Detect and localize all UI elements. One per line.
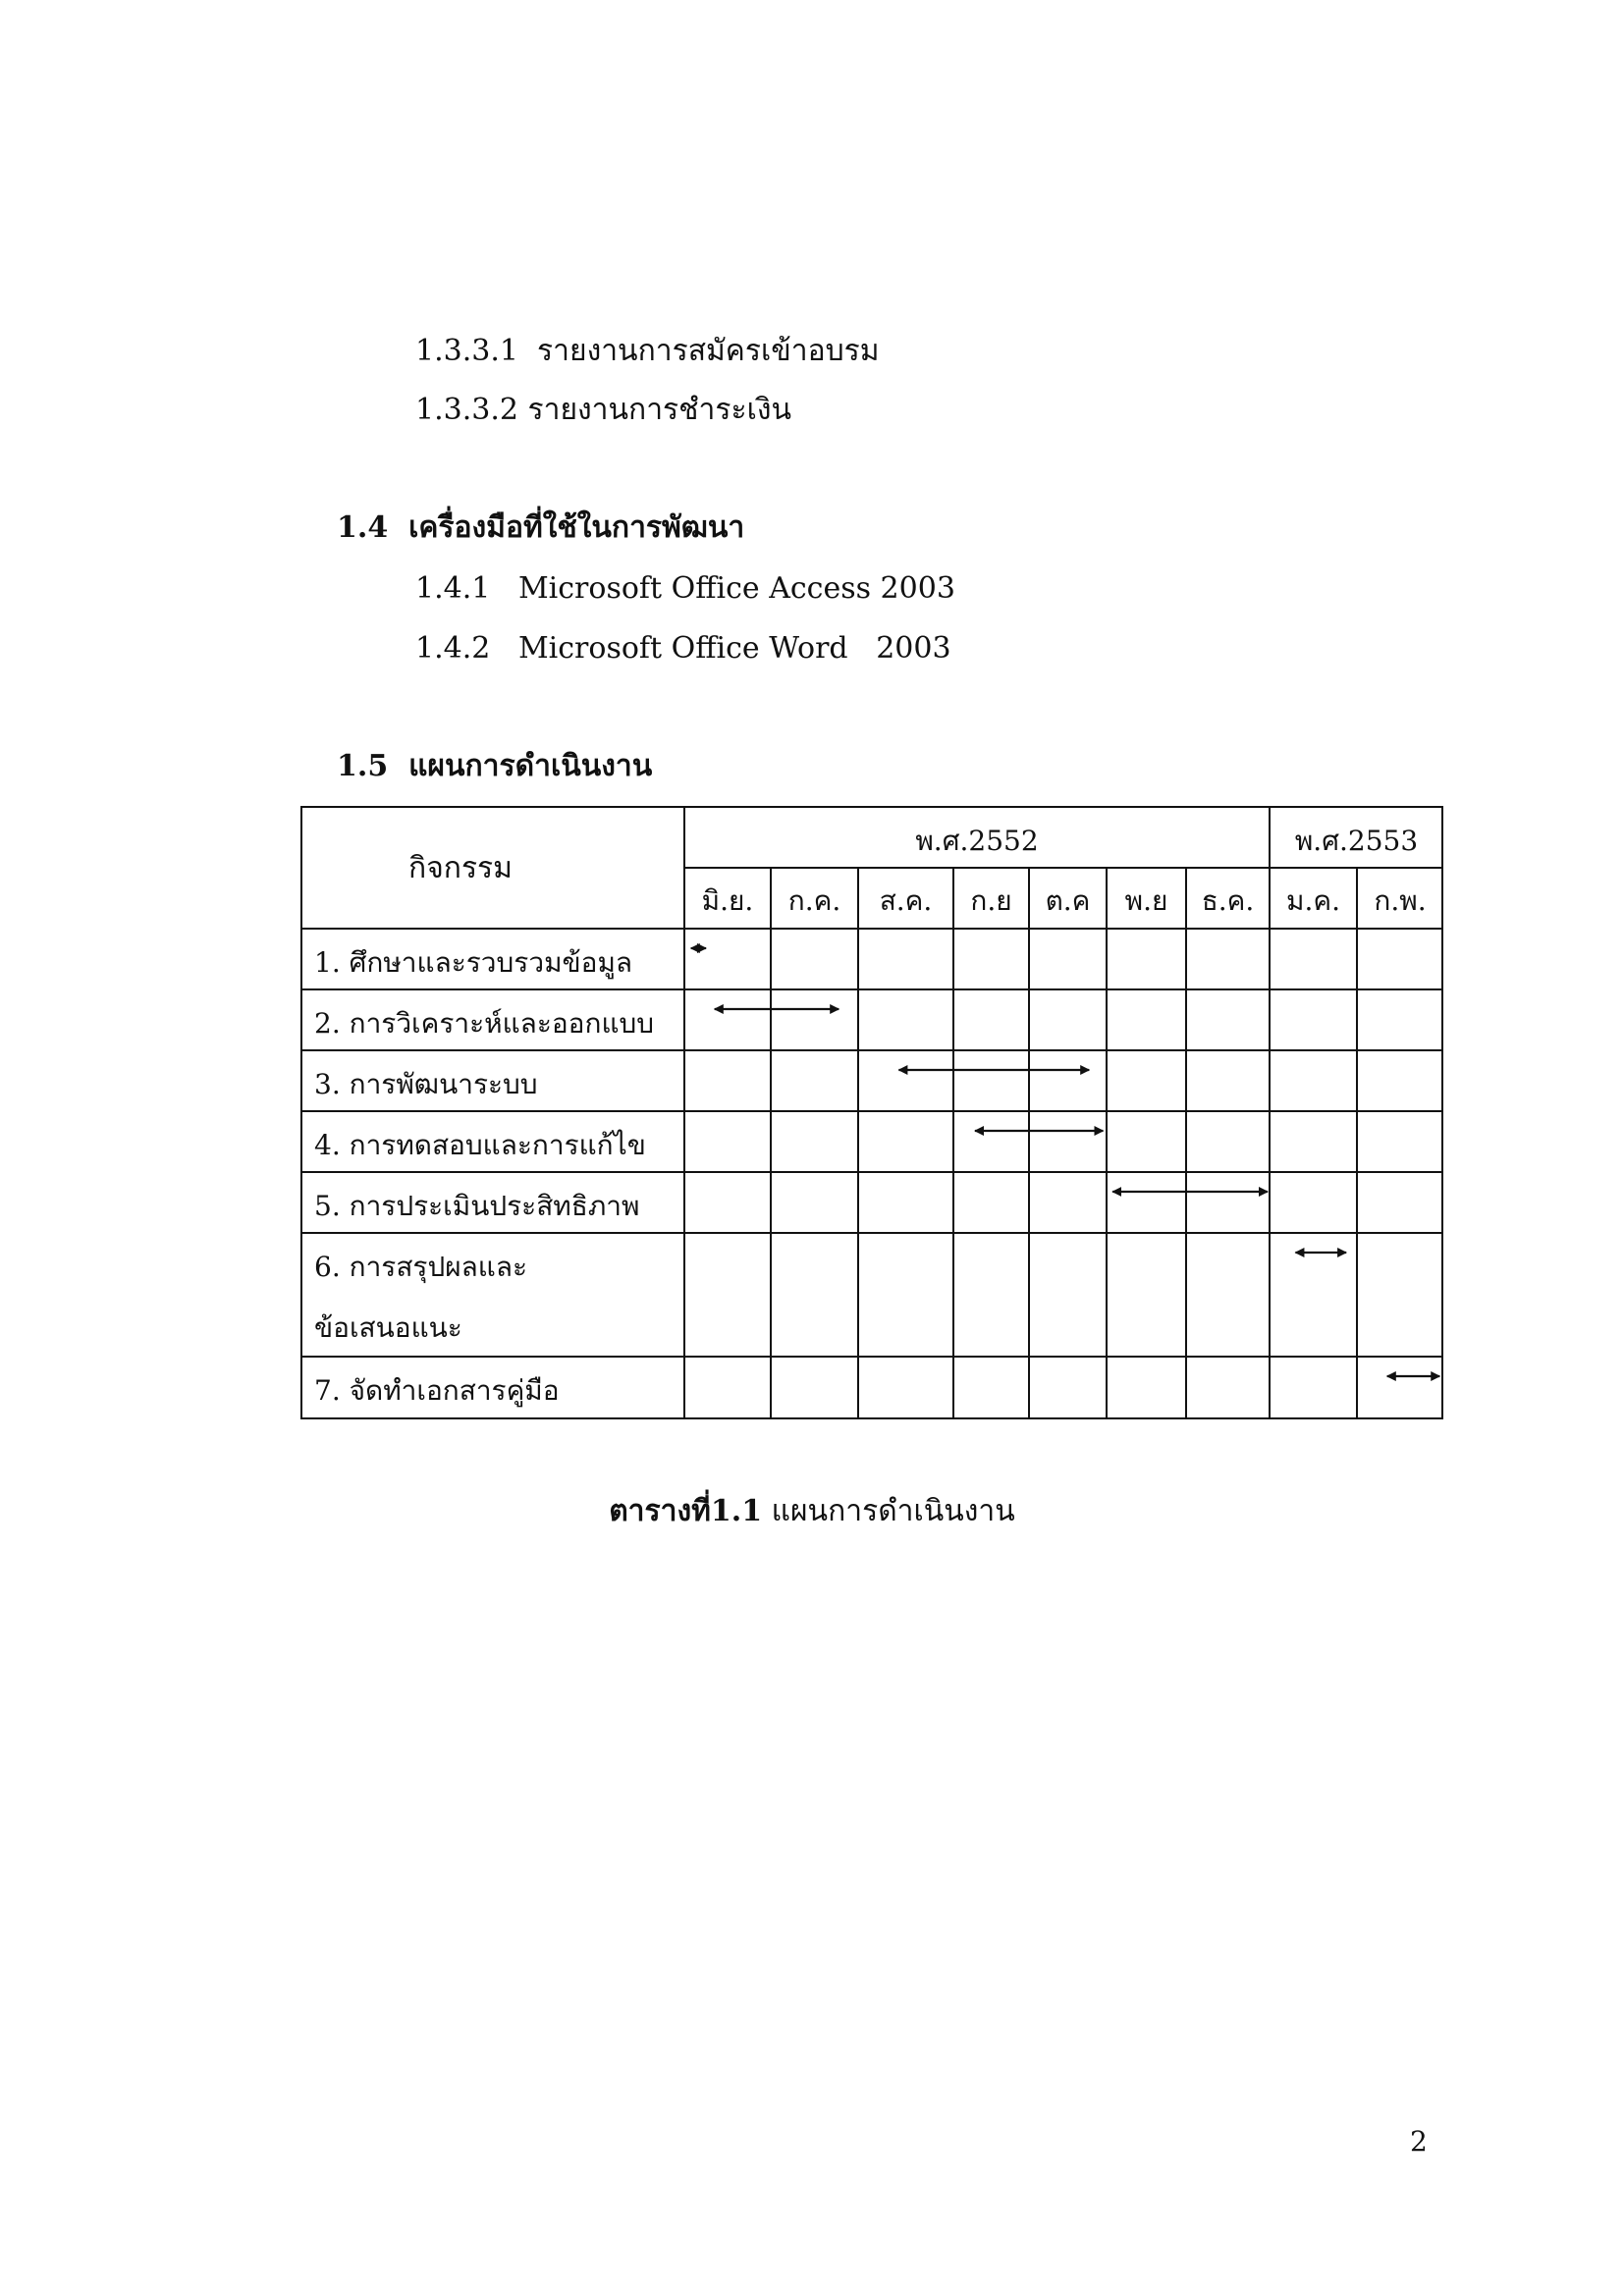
page-number: 2 (1410, 2125, 1428, 2158)
activity-header: กิจกรรม (408, 851, 513, 885)
activity-label: 7. จัดทำเอกสารคู่มือ (314, 1374, 560, 1407)
table-border (301, 807, 1442, 1418)
month-header: ธ.ค. (1201, 884, 1255, 917)
year-header: พ.ศ.2553 (1294, 825, 1419, 857)
month-header: มิ.ย. (701, 884, 754, 917)
activity-label: 5. การประเมินประสิทธิภาพ (314, 1190, 640, 1222)
activity-label: 6. การสรุปผลและ (314, 1251, 528, 1283)
item-1-4-1: 1.4.1 Microsoft Office Access 2003 (415, 571, 955, 606)
item-1-3-3-2: 1.3.3.2 รายงานการชำระเงิน (415, 393, 791, 427)
activity-label: 3. การพัฒนาระบบ (314, 1068, 538, 1100)
table-caption (0, 1494, 1624, 1528)
activity-label: 1. ศึกษาและรวบรวมข้อมูล (314, 946, 633, 979)
activity-label: ข้อเสนอแนะ (314, 1311, 462, 1344)
gantt-table (300, 806, 1443, 1419)
activity-label: 2. การวิเคราะห์และออกแบบ (314, 1007, 655, 1040)
month-header: ต.ค (1045, 884, 1091, 917)
month-header: ก.พ. (1374, 884, 1427, 917)
month-header: ม.ค. (1286, 884, 1340, 917)
item-1-3-3-1: 1.3.3.1 รายงานการสมัครเข้าอบรม (415, 334, 880, 368)
month-header: ส.ค. (879, 884, 933, 917)
table-grid (300, 806, 1443, 1419)
month-header: ก.ค. (787, 884, 841, 917)
month-header: พ.ย (1124, 884, 1168, 917)
section-1-5-heading: 1.5 แผนการดำเนินงาน (337, 749, 653, 783)
section-1-4-heading: 1.4 เครื่องมือที่ใช้ในการพัฒนา (337, 510, 745, 545)
year-header: พ.ศ.2552 (915, 825, 1039, 857)
item-1-4-2: 1.4.2 Microsoft Office Word 2003 (415, 631, 951, 666)
activity-label: 4. การทดสอบและการแก้ไข (314, 1129, 646, 1161)
month-header: ก.ย (970, 884, 1012, 917)
caption-label: ตารางที่1.1 (609, 1494, 763, 1528)
caption-text: แผนการดำเนินงาน (762, 1494, 1015, 1528)
